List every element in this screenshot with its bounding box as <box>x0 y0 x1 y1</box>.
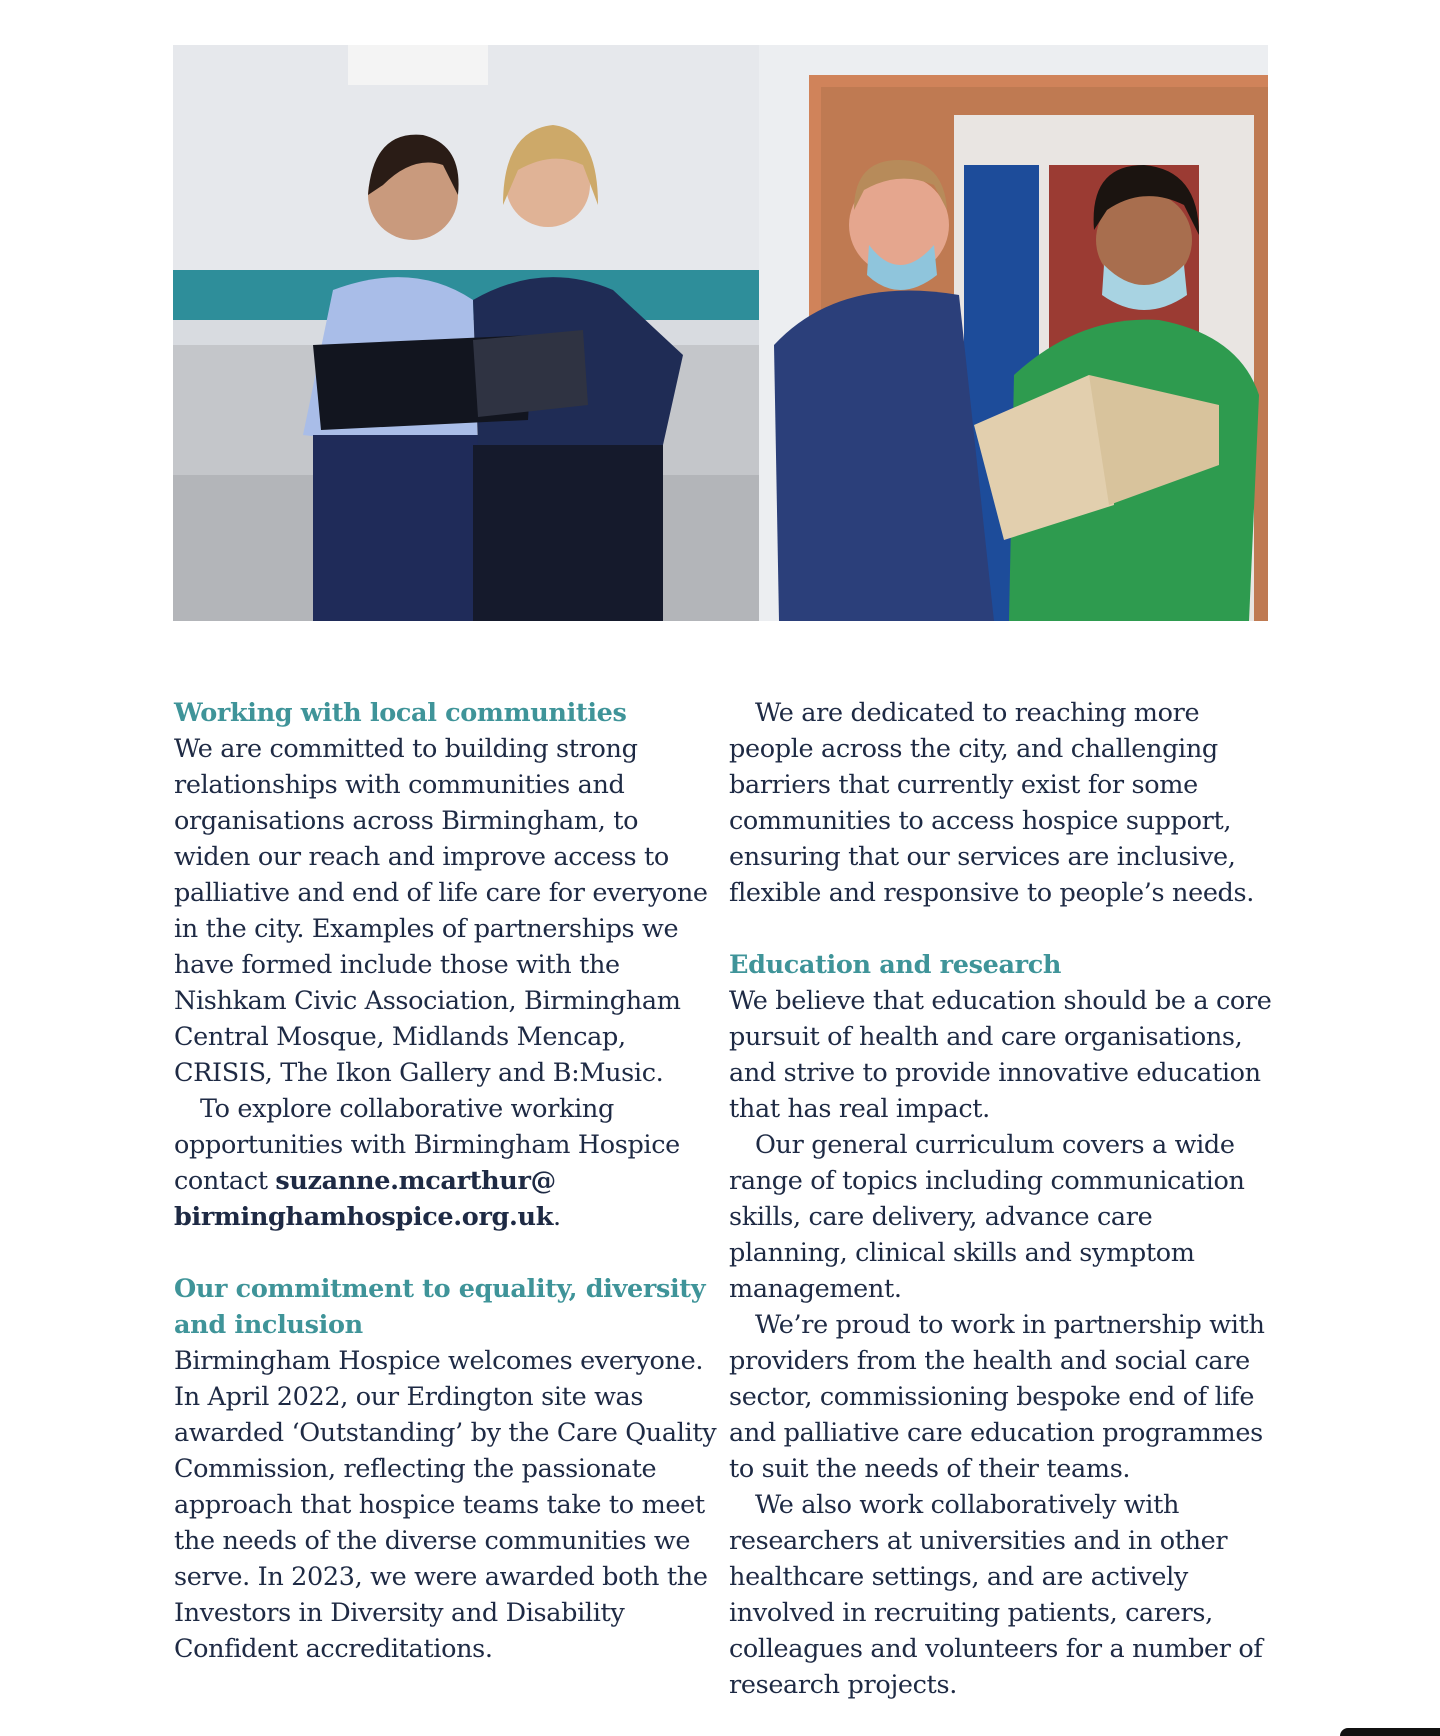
contact-email-part2[interactable]: birminghamhospice.org.uk <box>174 1202 554 1232</box>
education-heading: Education and research <box>729 950 1062 980</box>
page-corner-decoration <box>1340 1728 1440 1736</box>
contact-paragraph <box>174 1091 719 1235</box>
education-paragraph-4: We also work collaboratively with researchers at universities and in other healthcare settings, and are actively involved in recruiting patients, carers, colleagues and volunteers for a number of research projects. <box>729 1490 1263 1700</box>
equality-heading: Our commitment to equality, diversity and inclusion <box>174 1274 706 1340</box>
equality-body: Birmingham Hospice welcomes everyone. In April 2022, our Erdington site was awarded ‘Outstanding’ by the Care Quality Commission, reflecting the passionate approach that hospice teams take to meet the needs of the diverse communities we serve. In 2023, we were awarded both the Investors in Diversity and Disability Confident accreditations. <box>174 1346 717 1664</box>
left-column <box>174 695 719 1667</box>
local-communities-heading: Working with local communities <box>174 698 627 728</box>
section-gap <box>174 1235 719 1271</box>
contact-intro: To explore collaborative working opportunities with Birmingham Hospice contact <box>174 1094 680 1196</box>
nurses-photo-image <box>173 45 759 621</box>
nurses-photo <box>173 45 759 621</box>
education-paragraph-1: We believe that education should be a core pursuit of health and care organisations, and strive to provide innovative education that has real impact. <box>729 986 1272 1124</box>
clinicians-photo <box>759 45 1268 621</box>
education-paragraph-2: Our general curriculum covers a wide range of topics including communication skills, care delivery, advance care planning, clinical skills and symptom management. <box>729 1130 1245 1304</box>
clinicians-photo-image <box>759 45 1268 621</box>
reach-paragraph: We are dedicated to reaching more people across the city, and challenging barriers that currently exist for some communities to access hospice support, ensuring that our services are inclusive, flexible and responsive to people’s needs. <box>729 698 1255 908</box>
contact-email-part1[interactable]: suzanne.mcarthur@ <box>275 1166 556 1196</box>
right-column <box>729 695 1274 1703</box>
contact-end: . <box>553 1202 561 1232</box>
section-gap <box>729 911 1274 947</box>
photo-strip <box>173 45 1268 621</box>
local-communities-body: We are committed to building strong relationships with communities and organisations across Birmingham, to widen our reach and improve access to palliative and end of life care for everyone in the city. Examples of partnerships we have formed include those with the Nishkam Civic Association, Birmingham Central Mosque, Midlands Mencap, CRISIS, The Ikon Gallery and B:Music. <box>174 734 708 1088</box>
education-paragraph-3: We’re proud to work in partnership with providers from the health and social care sector, commissioning bespoke end of life and palliative care education programmes to suit the needs of their teams. <box>729 1310 1265 1484</box>
